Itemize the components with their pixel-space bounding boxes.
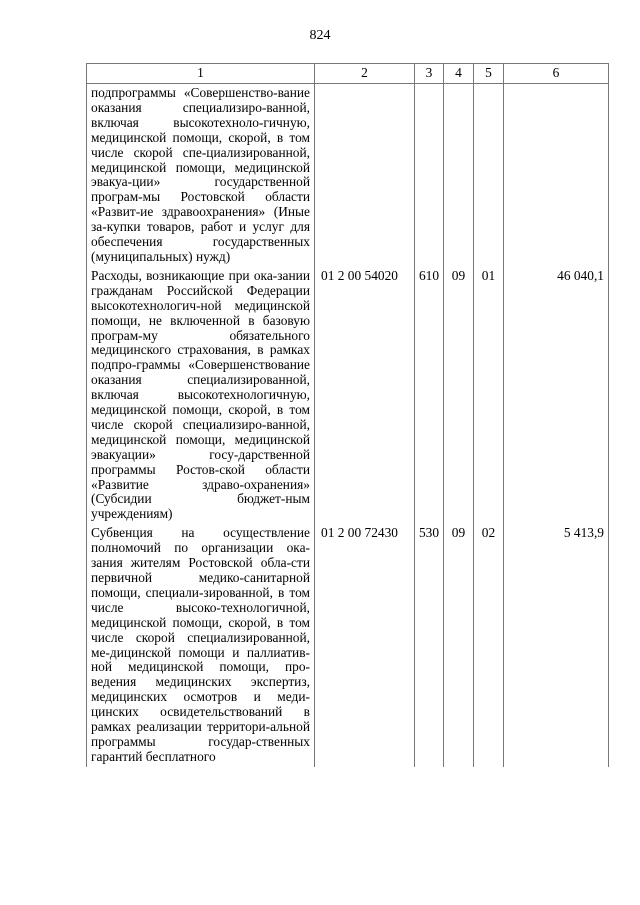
column-header: 3 <box>415 64 444 84</box>
table-row <box>87 84 609 267</box>
row-rz: 09 <box>444 267 474 524</box>
column-header: 4 <box>444 64 474 84</box>
table-row <box>87 267 609 524</box>
row-vr: 530 <box>415 524 444 767</box>
column-header: 2 <box>315 64 415 84</box>
budget-table <box>86 63 609 767</box>
row-vr: 610 <box>415 267 444 524</box>
row-name: подпрограммы «Совершенство-вание оказания специализиро-ванной, включая высокотехноло-гичную, медицинской помощи, скорой, в том числе скорой спе-циализированной, медицинской помощи, медицинской эвакуа-ции» государственной програм-мы Ростовской области «Развит-ие здравоохранения» (Иные за-купки товаров, работ и услуг для обеспечения государственных (муниципальных) нужд) <box>87 84 315 267</box>
row-sum: 5 413,9 <box>504 524 609 767</box>
column-header: 1 <box>87 64 315 84</box>
page-number: 824 <box>309 28 331 43</box>
row-code: 01 2 00 54020 <box>315 267 415 524</box>
row-pr: 01 <box>474 267 504 524</box>
row-code <box>315 84 415 267</box>
row-name: Субвенция на осуществление полномочий по организации ока-зания жителям Ростовской обла-сти первичной медико-санитарной помощи, специали-зированной, в том числе высоко-технологичной, медицинской помощи, скорой, в том числе скорой специализированной, ме-дицинской помощи и паллиатив-ной медицинской помощи, про-ведения медицинских экспертиз, медицинских осмотров и меди-цинских освидетельствований в рамках реализации территори-альной программы государ-ственных гарантий бесплатного <box>87 524 315 767</box>
row-pr <box>474 84 504 267</box>
table-row <box>87 524 609 767</box>
column-header: 6 <box>504 64 609 84</box>
row-vr <box>415 84 444 267</box>
row-rz <box>444 84 474 267</box>
row-sum: 46 040,1 <box>504 267 609 524</box>
row-pr: 02 <box>474 524 504 767</box>
row-code: 01 2 00 72430 <box>315 524 415 767</box>
column-header: 5 <box>474 64 504 84</box>
row-rz: 09 <box>444 524 474 767</box>
row-sum <box>504 84 609 267</box>
row-name: Расходы, возникающие при ока-зании гражданам Российской Федерации высокотехнологич-ной медицинской помощи, не включенной в базовую програм-му обязательного медицинского страхования, в рамках подпро-граммы «Совершенствование оказания специализированной, включая высокотехнологичную, медицинской помощи, скорой, в том числе скорой специализиро-ванной, медицинской помощи, медицинской эвакуации» госу-дарственной программы Ростов-ской области «Развитие здраво-охранения» (Субсидии бюджет-ным учреждениям) <box>87 267 315 524</box>
table-header-row <box>87 64 609 84</box>
